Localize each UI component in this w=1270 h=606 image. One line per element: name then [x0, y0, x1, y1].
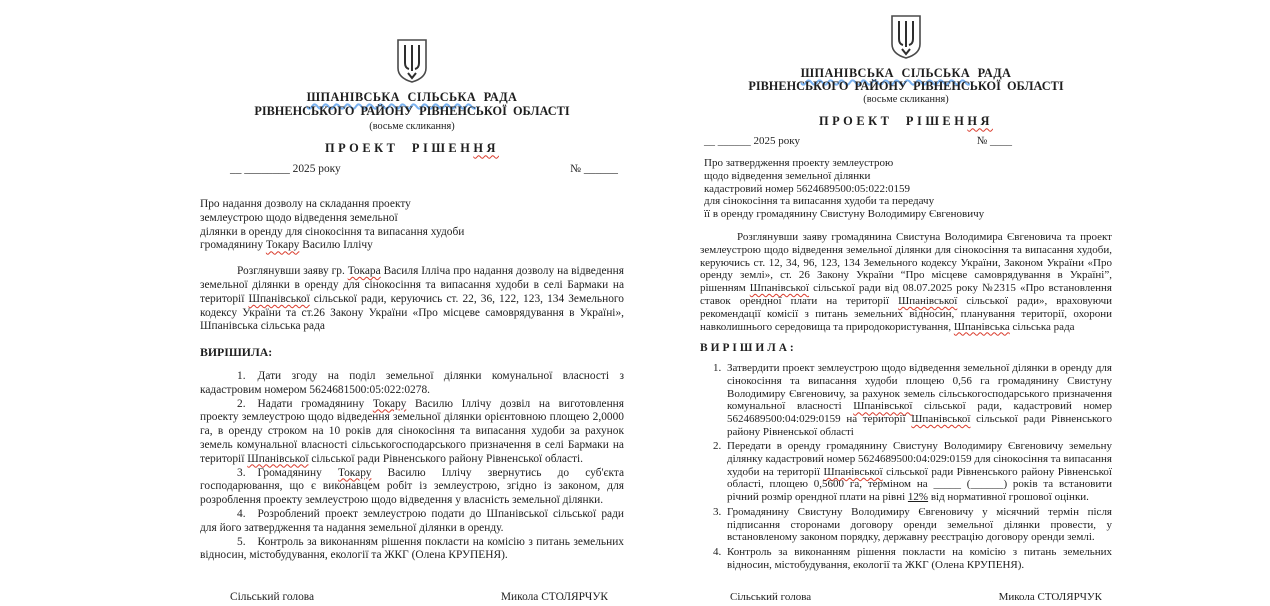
date-number-row — [200, 163, 624, 177]
preamble-paragraph: Розглянувши заяву гр. Токара Василя Ілліча про надання дозволу на відведення земельної ділянки в оренду для сінокосіння та випасання худоби в селі Бармаки на території Шпанівської сільської ради, керуючись ст. 22, 36, 122, 123, 134 Земельного кодексу України та ст.26 Закону України «Про місцеве самоврядування в Україні», Шпанівська сільська рада — [200, 265, 624, 333]
signature-name: Микола СТОЛЯРЧУК — [998, 591, 1102, 604]
subject-line: землеустрою щодо відведення земельної — [200, 211, 398, 224]
decision-items — [200, 370, 624, 563]
subject-block — [200, 198, 624, 253]
subject-line: щодо відведення земельної ділянки — [704, 169, 871, 182]
decision-item-2 — [200, 398, 624, 467]
item-number: 3. — [713, 505, 722, 518]
decision-items — [700, 362, 1112, 571]
district-line: РІВНЕНСЬКОГО РАЙОНУ РІВНЕНСЬКОЇ ОБЛАСТІ — [748, 78, 1064, 93]
item-number: 1. — [237, 369, 246, 382]
ukraine-trident-shield-icon — [200, 38, 624, 84]
document-page-left — [200, 38, 624, 605]
convocation-line: (восьме скликання) — [369, 120, 455, 132]
decision-item-3 — [200, 467, 624, 508]
item-text: Передати в оренду громадянину Свистуну Володимиру Євгеновичу земельну ділянку кадастровий номер 5624689500:04:029:0159 для сінокосіння та випасання худоби на території Шпанівської сільської ради Рівненського району Рівненської області, площею 0,5600 га, терміном на _____ (______) років та встановити річний розмір орендної плати на рівні 12% від нормативної грошової оцінки. — [727, 440, 1112, 504]
signature-role: Сільський голова — [730, 591, 812, 604]
signature-role: Сільський голова — [230, 591, 315, 604]
subject-line: ділянки в оренду для сінокосіння та випасання худоби — [200, 225, 465, 238]
decision-item-1 — [200, 370, 624, 398]
preamble-paragraph: Розглянувши заяву громадянина Свистуна Володимира Євгеновича та проект землеустрою щодо відведення земельної ділянки для сінокосіння та випасання худоби, керуючись ст. 12, 34, 96, 123, 134 Земельного кодексу України, Законом України «Про оренду землі», ст. 26 Закону України “Про місцеве самоврядування в Україні”, рішенням Шпанівської сільської ради від 08.07.2025 року №2315 «Про встановлення ставок орендної плати на території Шпанівської сільської ради», враховуючи рекомендації комісії з питань земельних відносин, планування території, охорони навколишнього середовища та природокористування, Шпанівська сільська рада — [700, 230, 1112, 333]
subject-line: громадянину Токару Василю Іллічу — [200, 239, 373, 252]
signature-name: Микола СТОЛЯРЧУК — [500, 591, 608, 604]
subject-line: для сінокосіння та випасання худоби та передачу — [704, 195, 935, 208]
subject-line: кадастровий номер 5624689500:05:022:0159 — [704, 182, 911, 195]
subject-block — [700, 157, 1112, 221]
document-type-title: ПРОЕКТ РІШЕННЯ — [325, 141, 499, 156]
date-number-row — [700, 135, 1112, 148]
convocation-line: (восьме скликання) — [863, 93, 949, 105]
ukraine-trident-shield-icon — [700, 14, 1112, 60]
council-name: ШПАНІВСЬКА СІЛЬСЬКА РАДА — [306, 90, 518, 104]
subject-line: Про надання дозволу на складання проекту — [200, 197, 411, 210]
signature-row — [200, 591, 624, 605]
item-text: Розроблений проект землеустрою подати до Шпанівської сільської ради для його затвердження та надання земельної ділянки в оренду. — [200, 507, 624, 534]
number-blank: № ______ — [570, 163, 618, 176]
item-number: 5. — [237, 535, 246, 548]
item-text: Дати згоду на поділ земельної ділянки комунальної власності з кадастровим номером 5624681500:05:022:0278. — [200, 369, 624, 396]
item-number: 3. — [237, 466, 246, 479]
item-text: Затвердити проект землеустрою щодо відведення земельної ділянки в оренду для сінокосіння та випасання худоби площею 0,56 га громадянину Свистуну Володимиру Євгеновичу, за рахунок земель сільськогосподарського призначення комунальної власності Шпанівської сільської ради, кадастровий номер 5624689500:04:029:0159 на території Шпанівської сільської ради Рівненського району Рівненської області — [727, 362, 1113, 438]
decision-item-5 — [200, 536, 624, 564]
item-text: Громадянину Свистуну Володимиру Євгеновичу у місячний термін після підписання сторонами договору оренди земельної ділянки провести, у встановленому законом порядку, державну реєстрацію договору оренди землі. — [727, 505, 1112, 544]
document-page-right — [700, 14, 1112, 604]
decision-item-2 — [700, 440, 1112, 504]
document-type-title: ПРОЕКТ РІШЕННЯ — [819, 114, 993, 129]
subject-line: її в оренду громадянину Свистуну Володимиру Євгеновичу — [704, 208, 985, 221]
decision-item-1 — [700, 362, 1112, 438]
item-number: 4. — [237, 507, 246, 520]
resolved-label: ВИРІШИЛА: — [700, 342, 797, 355]
item-text: Громадянину Токару Василю Іллічу звернутись до суб'єкта господарювання, що є виконавцем робіт із землеустрою, згідно із законом, для розроблення проекту землеустрою щодо відведення у власність земельної ділянки. — [200, 466, 625, 507]
decision-item-4 — [200, 508, 624, 536]
signature-row — [700, 591, 1112, 604]
item-number: 1. — [713, 362, 722, 375]
date-blank: __ ______ 2025 року — [704, 135, 800, 148]
item-number: 4. — [713, 545, 722, 558]
number-blank: № ____ — [976, 135, 1012, 148]
decision-item-3 — [700, 506, 1112, 544]
decision-item-4 — [700, 546, 1112, 571]
item-text: Надати громадянину Токару Василю Іллічу дозвіл на виготовлення проекту землеустрою щодо відведення земельної ділянки орієнтовною площею 2,0000 га, в оренду строком на 10 років для сінокосіння та випасання худоби за рахунок земель комунальної власності сільськогосподарського призначення в селі Бармаки на території Шпанівської сільської ради Рівненського району Рівненської області. — [200, 397, 625, 465]
item-text: Контроль за виконанням рішення покласти на комісію з питань земельних відносин, містобудування, екології та ЖКГ (Олена КРУПЕНЯ). — [727, 545, 1112, 571]
date-blank: __ ________ 2025 року — [230, 163, 341, 176]
council-name: ШПАНІВСЬКА СІЛЬСЬКА РАДА — [800, 66, 1012, 80]
subject-line: Про затвердження проекту землеустрою — [704, 156, 894, 169]
item-number: 2. — [237, 397, 246, 410]
item-number: 2. — [713, 440, 722, 453]
item-text: Контроль за виконанням рішення покласти на комісію з питань земельних відносин, містобудування, екології та ЖКГ (Олена КРУПЕНЯ). — [200, 535, 624, 562]
resolved-label: ВИРІШИЛА: — [200, 345, 273, 360]
district-line: РІВНЕНСЬКОГО РАЙОНУ РІВНЕНСЬКОЇ ОБЛАСТІ — [254, 103, 570, 118]
